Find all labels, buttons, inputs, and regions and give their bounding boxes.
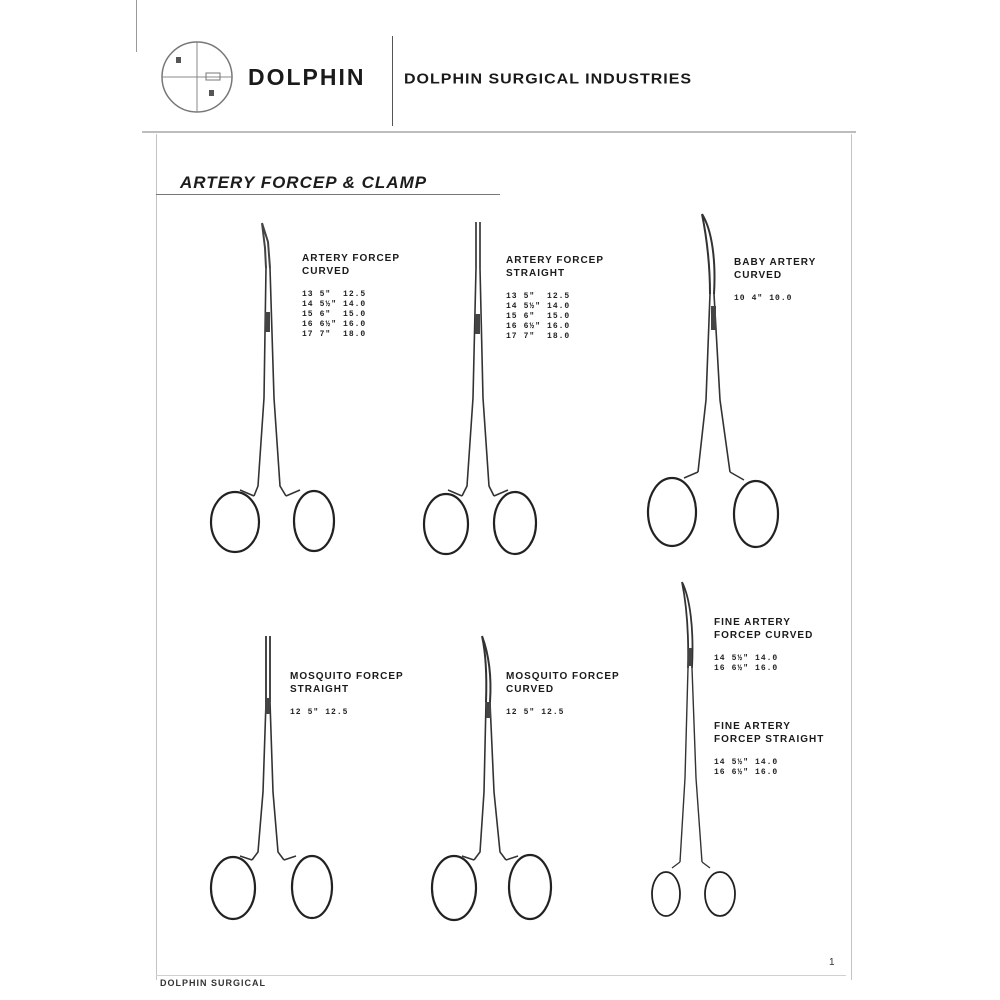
table-cell: 14 (506, 302, 518, 311)
table-cell: 15.0 (343, 310, 367, 319)
table-cell: 5½" (731, 758, 750, 767)
table-cell: 6½" (523, 322, 542, 331)
table-cell: 14.0 (343, 300, 367, 309)
table-cell: 12.5 (343, 290, 367, 299)
table-cell: 12 (290, 708, 302, 717)
item-name: FINE ARTERY FORCEP CURVED (714, 617, 814, 641)
table-row (302, 320, 372, 330)
table-row (506, 708, 570, 718)
table-cell: 14 (302, 300, 314, 309)
table-cell: 5" (319, 290, 332, 299)
size-table (734, 294, 798, 304)
table-cell: 6½" (731, 664, 750, 673)
company-name: DOLPHIN SURGICAL INDUSTRIES (404, 71, 693, 88)
table-cell: 16 (714, 664, 726, 673)
table-row (302, 290, 372, 300)
table-cell: 12.5 (541, 708, 565, 717)
table-cell: 10.0 (769, 294, 793, 303)
size-table (506, 708, 570, 718)
item-label-fine-artery-forcep-straight (714, 720, 824, 778)
size-table (714, 654, 784, 674)
table-cell: 5" (523, 292, 536, 301)
table-cell: 18.0 (547, 332, 571, 341)
item-name: ARTERY FORCEP CURVED (302, 253, 401, 277)
table-cell: 7" (319, 330, 332, 339)
table-cell: 10 (734, 294, 746, 303)
table-cell: 4" (751, 294, 764, 303)
table-cell: 5½" (523, 302, 542, 311)
table-cell: 14.0 (755, 654, 779, 663)
table-cell: 16.0 (547, 322, 571, 331)
table-cell: 7" (523, 332, 536, 341)
item-name: MOSQUITO FORCEP CURVED (506, 671, 620, 695)
item-label-artery-forcep-curved (302, 252, 400, 340)
header-divider (392, 36, 393, 126)
table-cell: 6½" (731, 768, 750, 777)
table-cell: 16.0 (755, 664, 779, 673)
table-cell: 14.0 (755, 758, 779, 767)
item-label-mosquito-forcep-straight (290, 670, 404, 718)
table-cell: 15 (302, 310, 314, 319)
table-cell: 16 (714, 768, 726, 777)
table-cell: 6½" (319, 320, 338, 329)
table-row (506, 332, 576, 342)
table-cell: 5" (307, 708, 320, 717)
table-row (302, 310, 372, 320)
size-table (506, 292, 576, 342)
table-cell: 12.5 (547, 292, 571, 301)
table-row (714, 664, 784, 674)
item-name: ARTERY FORCEP STRAIGHT (506, 255, 605, 279)
table-cell: 15.0 (547, 312, 571, 321)
table-row (714, 768, 784, 778)
table-row (734, 294, 798, 304)
size-table (302, 290, 372, 340)
table-cell: 13 (302, 290, 314, 299)
table-cell: 5½" (319, 300, 338, 309)
item-name: MOSQUITO FORCEP STRAIGHT (290, 671, 404, 695)
table-row (506, 312, 576, 322)
size-table (290, 708, 354, 718)
footer-text: DOLPHIN SURGICAL (160, 978, 266, 988)
table-row (506, 292, 576, 302)
table-cell: 16.0 (343, 320, 367, 329)
table-row (506, 322, 576, 332)
item-label-mosquito-forcep-curved (506, 670, 620, 718)
footer-rule (156, 975, 846, 976)
table-cell: 5" (523, 708, 536, 717)
item-name: BABY ARTERY CURVED (734, 257, 817, 281)
table-row (290, 708, 354, 718)
table-cell: 15 (506, 312, 518, 321)
table-row (506, 302, 576, 312)
table-cell: 14 (714, 654, 726, 663)
table-cell: 16.0 (755, 768, 779, 777)
page-header (0, 0, 1000, 132)
table-cell: 5½" (731, 654, 750, 663)
dolphin-logo-icon (160, 40, 234, 114)
table-cell: 6" (319, 310, 332, 319)
table-row (714, 654, 784, 664)
table-cell: 13 (506, 292, 518, 301)
table-row (302, 300, 372, 310)
table-cell: 16 (302, 320, 314, 329)
table-cell: 12.5 (325, 708, 349, 717)
item-label-fine-artery-forcep-curved (714, 616, 813, 674)
table-cell: 17 (506, 332, 518, 341)
section-title: ARTERY FORCEP & CLAMP (180, 173, 428, 192)
brand-name: DOLPHIN (248, 64, 366, 90)
item-label-baby-artery-curved (734, 256, 816, 304)
table-cell: 17 (302, 330, 314, 339)
table-row (714, 758, 784, 768)
item-label-artery-forcep-straight (506, 254, 604, 342)
table-cell: 16 (506, 322, 518, 331)
page-number: 1 (829, 957, 835, 968)
table-cell: 14.0 (547, 302, 571, 311)
header-rule (142, 131, 856, 133)
table-cell: 6" (523, 312, 536, 321)
table-cell: 14 (714, 758, 726, 767)
item-name: FINE ARTERY FORCEP STRAIGHT (714, 721, 825, 745)
size-table (714, 758, 784, 778)
section-rule (156, 194, 500, 195)
table-cell: 12 (506, 708, 518, 717)
table-row (302, 330, 372, 340)
table-cell: 18.0 (343, 330, 367, 339)
